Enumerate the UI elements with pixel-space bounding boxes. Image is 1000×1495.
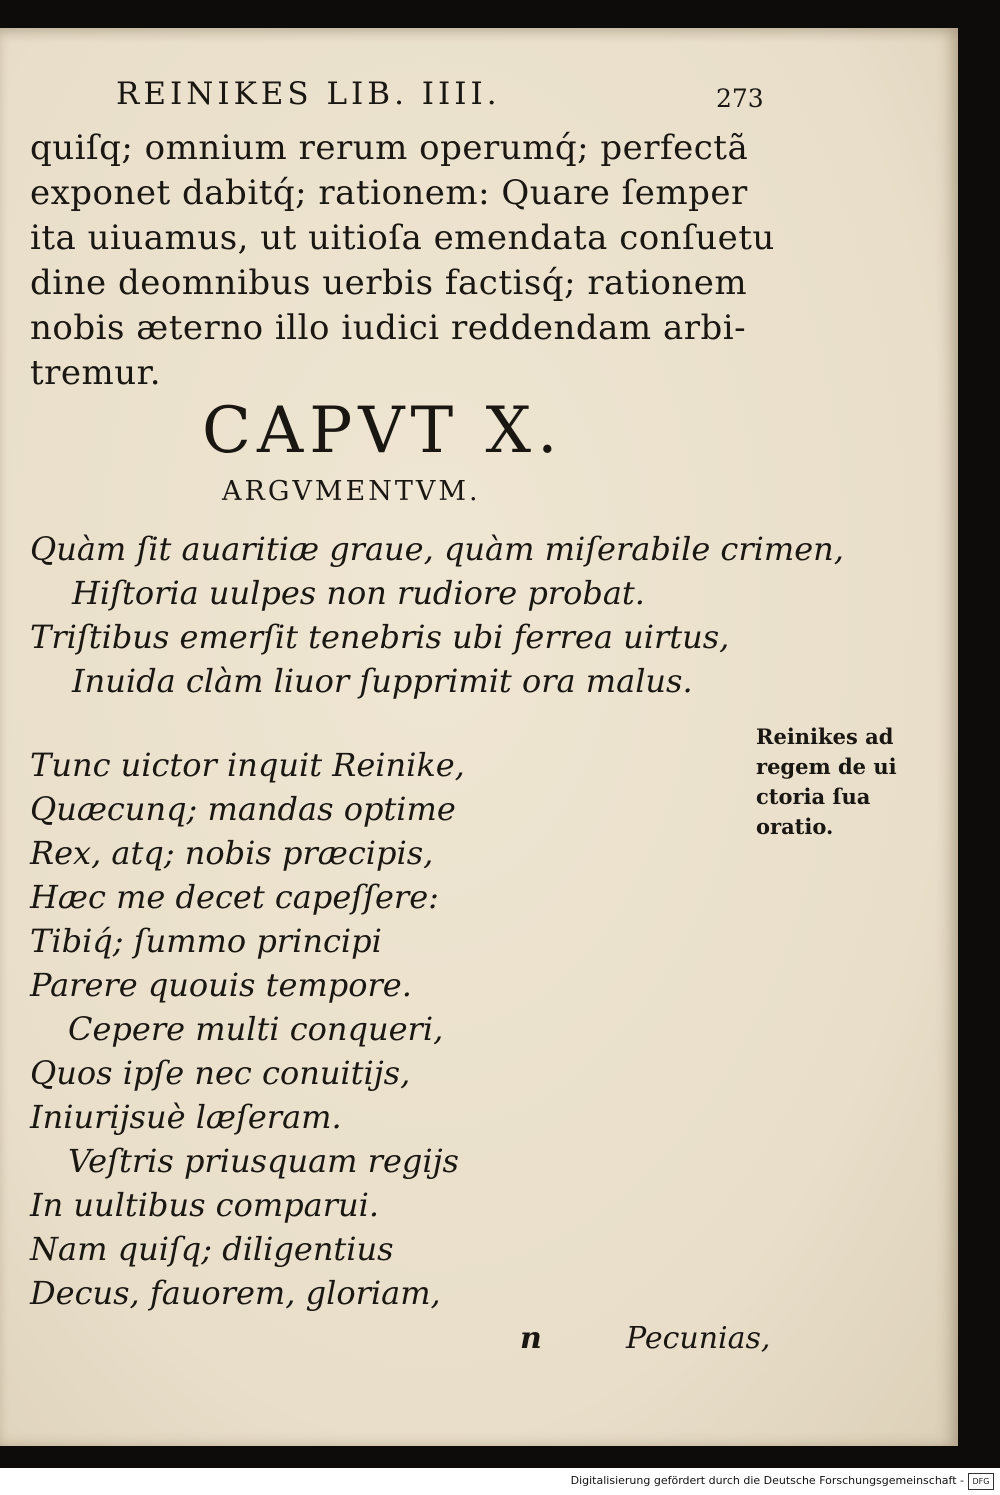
page-number: 273 <box>716 84 764 113</box>
poem-line: Hæc me decet capeſſere: <box>30 878 439 916</box>
footer-credit: Digitalisierung gefördert durch die Deutsche Forschungsgemeinschaft - <box>570 1474 964 1487</box>
marginal-note-line: ctoria ſua <box>756 784 871 809</box>
body-line: ita uiuamus, ut uitioſa emendata conſuetu <box>30 218 775 258</box>
body-line: nobis æterno illo iudici reddendam arbi- <box>30 308 747 348</box>
argument-verse: Inuida clàm liuor ſupprimit ora malus. <box>72 662 693 700</box>
argument-verse: Hiſtoria uulpes non rudiore probat. <box>72 574 645 612</box>
signature-mark: n <box>520 1321 542 1356</box>
book-page <box>0 28 958 1446</box>
poem-line: Iniurijsuè læſeram. <box>30 1098 342 1136</box>
body-line: quiſq; omnium rerum operumq́; perfectã <box>30 128 749 168</box>
argument-verse: Quàm ſit auaritiæ graue, quàm miſerabile crimen, <box>30 530 844 568</box>
poem-line: Tunc uictor inquit Reinike, <box>30 746 465 784</box>
marginal-note-line: oratio. <box>756 814 834 839</box>
marginal-note-line: regem de ui <box>756 754 897 779</box>
argument-heading: ARGVMENTVM. <box>222 476 481 507</box>
body-line: dine deomnibus uerbis factisq́; rationem <box>30 263 748 303</box>
running-header: REINIKES LIB. IIII. <box>116 76 501 112</box>
catchword: Pecunias, <box>626 1321 771 1356</box>
dfg-logo: DFG <box>968 1473 994 1490</box>
poem-line: Quæcunq; mandas optime <box>30 790 456 828</box>
poem-line: Veſtris priusquam regijs <box>68 1142 459 1180</box>
poem-line: Tibiq́; ſummo principi <box>30 922 382 960</box>
poem-line: Nam quiſq; diligentius <box>30 1230 394 1268</box>
poem-line: Decus, fauorem, gloriam, <box>30 1274 441 1312</box>
footer-bar <box>0 1468 1000 1495</box>
poem-line: In uultibus comparui. <box>30 1186 380 1224</box>
poem-line: Cepere multi conqueri, <box>68 1010 444 1048</box>
poem-line: Parere quouis tempore. <box>30 966 412 1004</box>
argument-verse: Triſtibus emerſit tenebris ubi ferrea uirtus, <box>30 618 730 656</box>
marginal-note-line: Reinikes ad <box>756 724 894 749</box>
body-line: exponet dabitq́; rationem: Quare ſemper <box>30 173 748 213</box>
poem-line: Rex, atq; nobis præcipis, <box>30 834 434 872</box>
poem-line: Quos ipſe nec conuitijs, <box>30 1054 411 1092</box>
chapter-heading: CAPVT X. <box>202 394 564 468</box>
body-line: tremur. <box>30 353 161 393</box>
